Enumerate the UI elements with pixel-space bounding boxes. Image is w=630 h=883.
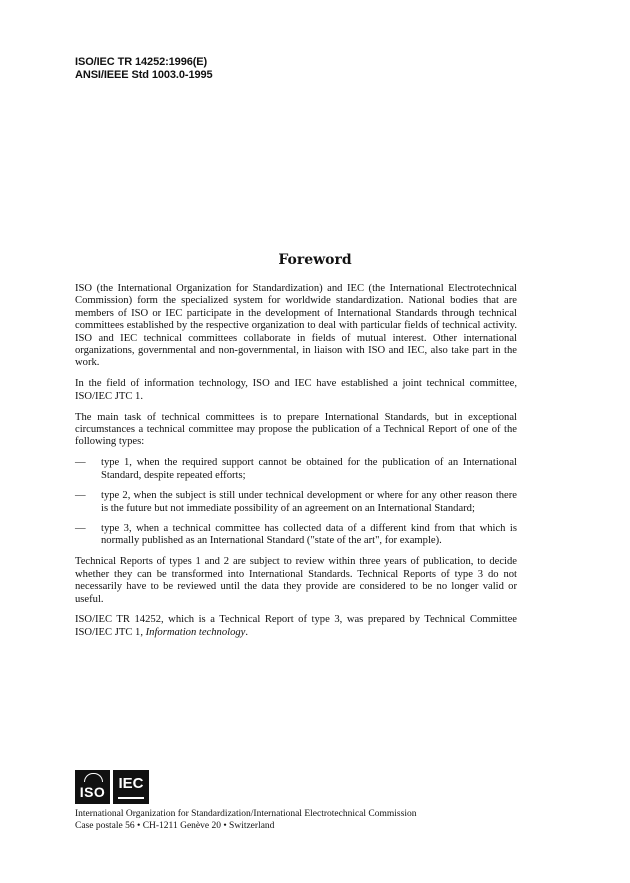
list-item-type-3: [75, 523, 517, 548]
publisher-name: International Organization for Standardization/International Electrotechnical Commission: [75, 809, 417, 819]
dash-bullet: —: [75, 523, 86, 534]
page-title: Foreword: [278, 252, 352, 268]
foreword-body: [75, 283, 517, 648]
iso-logo-icon: [75, 770, 110, 804]
dash-bullet: —: [75, 490, 86, 502]
list-item-text: type 2, when the subject is still under technical development or where for any other reason there is the future but not immediate possibility of an agreement on an International Standard;: [101, 490, 517, 514]
ansi-ieee-number: ANSI/IEEE Std 1003.0-1995: [75, 69, 213, 81]
list-item-text: type 1, when the required support cannot be obtained for the publication of an International Standard, despite repeated efforts;: [101, 457, 517, 481]
preparation-end: .: [245, 626, 249, 638]
document-header: [75, 56, 213, 82]
list-item-type-2: [75, 490, 517, 515]
paragraph-review: Technical Reports of types 1 and 2 are subject to review within three years of publication, to decide whether they can be transformed into International Standards. Technical Reports of type 3 do not necessarily have to be reviewed until the data they provide are considered to be no longer valid or useful.: [75, 556, 517, 605]
publisher-footer: [75, 808, 416, 832]
publisher-address: Case postale 56 • CH-1211 Genève 20 • Switzerland: [75, 821, 275, 831]
paragraph-technical-reports: The main task of technical committees is to prepare International Standards, but in exceptional circumstances a technical committee may propose the publication of a Technical Report of one of the following types:: [75, 411, 517, 448]
list-item-type-1: [75, 457, 517, 482]
list-item-text: type 3, when a technical committee has collected data of a different kind from that which is normally published as an International Standard ("state of the art", for example).: [101, 523, 517, 547]
preparation-text: ISO/IEC TR 14252, which is a Technical Report of type 3, was prepared by Technical Committee ISO/IEC JTC 1,: [75, 614, 517, 638]
committee-name: Information technology: [145, 626, 246, 638]
standard-number: ISO/IEC TR 14252:1996(E): [75, 56, 208, 68]
iso-iec-logo: [75, 770, 149, 804]
report-types-list: [75, 457, 517, 547]
iso-logo-text: ISO: [79, 784, 106, 800]
paragraph-preparation: [75, 614, 517, 639]
paragraph-organizations: ISO (the International Organization for Standardization) and IEC (the International Electrotechnical Commission) form the specialized system for worldwide standardization. National bodies that are members of ISO or IEC participate in the development of International Standards through technical committees established by the respective organization to deal with particular fields of technical activity. ISO and IEC technical committees collaborate in fields of mutual interest. Other international organizations, governmental and non-governmental, in liaison with ISO and IEC, also take part in the work.: [75, 283, 517, 369]
iec-logo-text: IEC: [118, 775, 144, 792]
paragraph-jtc1: In the field of information technology, ISO and IEC have established a joint technical committee, ISO/IEC JTC 1.: [75, 378, 517, 402]
iso-arc-icon: [84, 773, 103, 782]
dash-bullet: —: [75, 457, 86, 469]
iec-bar-icon: [118, 797, 144, 799]
iec-logo-icon: [113, 770, 149, 804]
